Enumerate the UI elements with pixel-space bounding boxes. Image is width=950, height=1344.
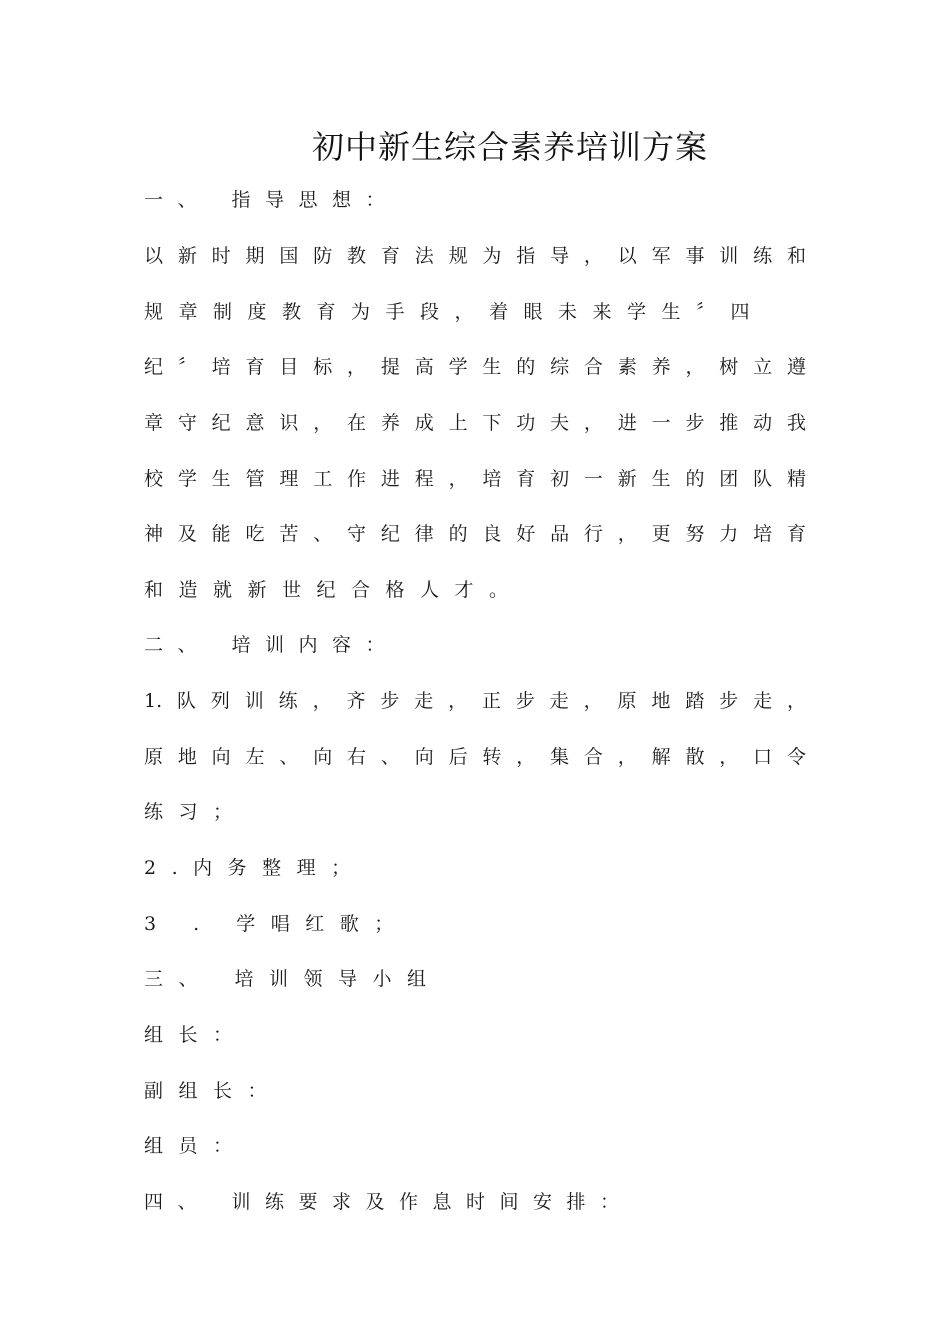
list-item: 1.队列训练，齐步走，正步走，原地踏步走， — [144, 690, 806, 712]
field-label-group-leader: 组长： — [144, 1024, 248, 1046]
paragraph-line: 纪〞培育目标，提高学生的综合素养，树立遵 — [144, 356, 806, 378]
section-heading-training-content: 二、 培训内容： — [144, 634, 400, 656]
paragraph-line: 校学生管理工作进程，培育初一新生的团队精 — [144, 468, 806, 490]
paragraph-line: 规章制度教育为手段，着眼未来学生〞四 — [144, 301, 766, 323]
list-item: 2.内务整理； — [144, 857, 366, 879]
paragraph-line: 神及能吃苦、守纪律的良好品行，更努力培育 — [144, 523, 806, 545]
field-label-members: 组员： — [144, 1135, 248, 1157]
section-heading-guiding-thought: 一、 指导思想： — [144, 189, 400, 211]
section-heading-training-requirements: 四、 训练要求及作息时间安排： — [144, 1191, 634, 1213]
field-label-deputy-leader: 副组长： — [144, 1080, 283, 1102]
list-item-continuation: 练习； — [144, 801, 248, 823]
paragraph-line: 以新时期国防教育法规为指导，以军事训练和 — [144, 245, 806, 267]
list-item: 3 . 学唱红歌； — [144, 913, 409, 935]
section-heading-leadership-group: 三、 培训领导小组 — [144, 968, 442, 990]
paragraph-line: 和造就新世纪合格人才。 — [144, 579, 524, 601]
paragraph-line: 章守纪意识，在养成上下功夫，进一步推动我 — [144, 412, 806, 434]
list-item-continuation: 原地向左、向右、向后转，集合，解散，口令 — [144, 746, 806, 768]
document-title: 初中新生综合素养培训方案 — [311, 128, 708, 166]
